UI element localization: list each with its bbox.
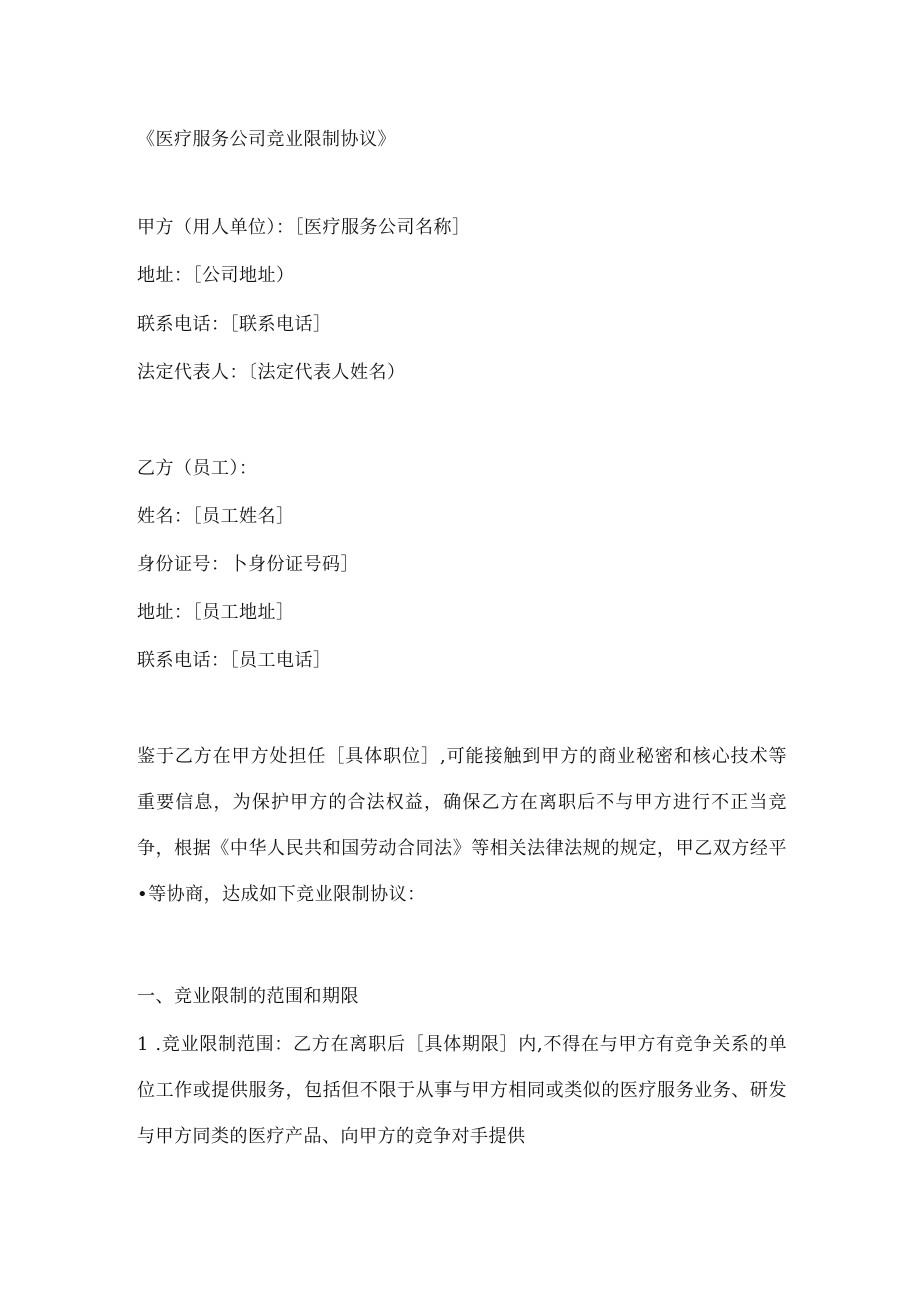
party-b-heading: 乙方（员工）：: [137, 458, 258, 479]
party-a-heading: 甲方（用人单位）：［医疗服务公司名称］: [137, 217, 471, 238]
section-1-heading: 一、竞业限制的范围和期限: [137, 986, 359, 1007]
party-b-name: 姓名：［员工姓名］: [137, 506, 295, 527]
document-title: 《医疗服务公司竞业限制协议》: [137, 129, 396, 150]
preamble-paragraph: 鉴于乙方在甲方处担任［具体职位］,可能接触到甲方的商业秘密和核心技术等重要信息，为保护甲方的合法权益，确保乙方在离职后不与甲方进行不正当竞争，根据《中华人民共和国劳动合同法》等相关法律法规的规定，甲乙双方经平•等协商，达成如下竞业限制协议：: [137, 746, 787, 905]
party-a-legal-rep: 法定代表人：〔法定代表人姓名）: [137, 362, 406, 383]
party-b-phone: 联系电话：［员工电话］: [137, 650, 332, 671]
party-b-id-number: 身份证号：卜身份证号码］: [137, 554, 359, 575]
section-1-clause-1: 1 .竞业限制范围：乙方在离职后［具体期限］内,不得在与甲方有竞争关系的单位工作或提供服务，包括但不限于从事与甲方相同或类似的医疗服务业务、研发与甲方同类的医疗产品、向甲方的竞争对手提供: [137, 1034, 787, 1147]
party-b-address: 地址：［员工地址］: [137, 602, 295, 623]
party-a-phone: 联系电话：［联系电话］: [137, 314, 332, 335]
party-a-address: 地址：［公司地址）: [137, 265, 295, 286]
